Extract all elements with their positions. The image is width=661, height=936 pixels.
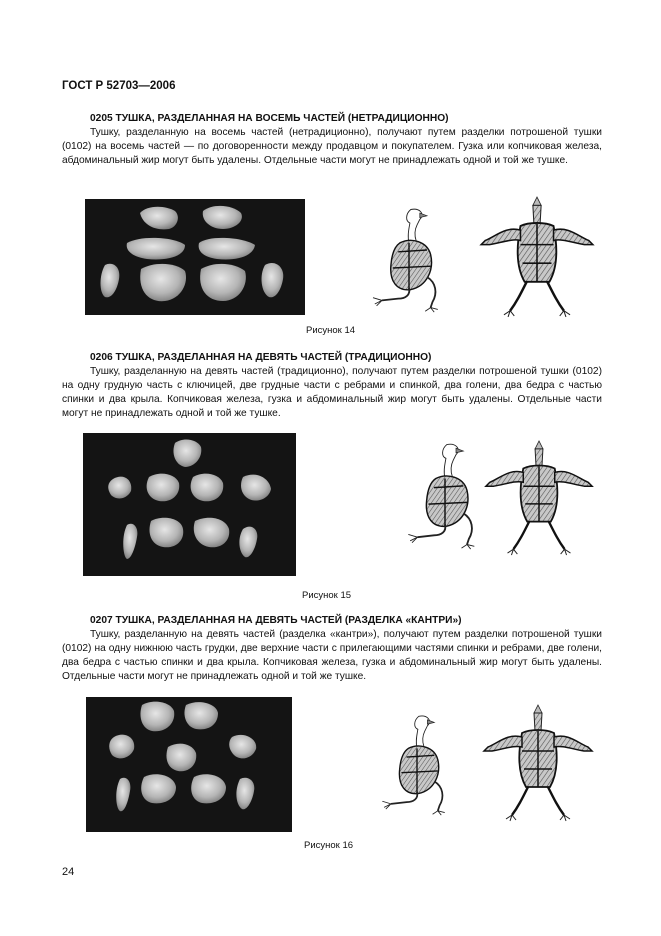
section-0206-text: Тушку, разделанную на девять частей (традиционно), получают путем разделки потрошеной тушки (0102) на одну грудную часть с ключицей, две грудные части с ребрами и спинкой, два голени, два бедра с частью спинки и два крыла. Копчиковая железа, гузка и абдоминальный жир могут быть удалены. Отдельные части могут не принадлежать одной и той же тушке.: [62, 366, 602, 419]
figure-14-side-diagram: [355, 205, 463, 313]
figure-15-caption: Рисунок 15: [302, 590, 352, 601]
figure-16-side-diagram: [365, 712, 469, 816]
figure-16-photo: [86, 697, 292, 832]
standard-number: ГОСТ Р 52703—2006: [62, 80, 176, 92]
figure-14-caption: Рисунок 14: [306, 325, 356, 336]
section-0206-heading: 0206 ТУШКА, РАЗДЕЛАННАЯ НА ДЕВЯТЬ ЧАСТЕЙ (ТРАДИЦИОННО): [90, 352, 432, 363]
figure-15-photo: [83, 433, 296, 576]
figure-15-top-diagram: [480, 432, 598, 564]
section-0205-text: Тушку, разделанную на восемь частей (нетрадиционно), получают путем разделки потрошеной тушки (0102) на восемь частей — по договоренности между продавцом и покупателем. Гузка или копчиковая железа, абдоминальный жир могут быть удалены. Отдельные части могут не принадлежать одной и той же тушке.: [62, 127, 602, 166]
section-0205-heading: 0205 ТУШКА, РАЗДЕЛАННАЯ НА ВОСЕМЬ ЧАСТЕЙ (НЕТРАДИЦИОННО): [90, 113, 449, 124]
figure-16-top-diagram: [478, 703, 598, 823]
figure-16-caption: Рисунок 16: [304, 840, 354, 851]
page-number: 24: [62, 866, 75, 878]
section-0207-heading: 0207 ТУШКА, РАЗДЕЛАННАЯ НА ДЕВЯТЬ ЧАСТЕЙ (РАЗДЕЛКА «КАНТРИ»): [90, 615, 462, 626]
figure-14-top-diagram: [475, 195, 599, 319]
figure-14-photo: [85, 199, 305, 315]
section-0207-text: Тушку, разделанную на девять частей (разделка «кантри»), получают путем разделки потрошеной тушки (0102) на одну нижнюю часть грудки, две верхние части с прилегающими частями спинки и ребрами, две голени, два бедра с частью спинки и два крыла. Копчиковая железа, гузка и абдоминальный жир могут быть удалены. Отдельные части могут не принадлежать одной и той же тушке.: [62, 629, 602, 682]
